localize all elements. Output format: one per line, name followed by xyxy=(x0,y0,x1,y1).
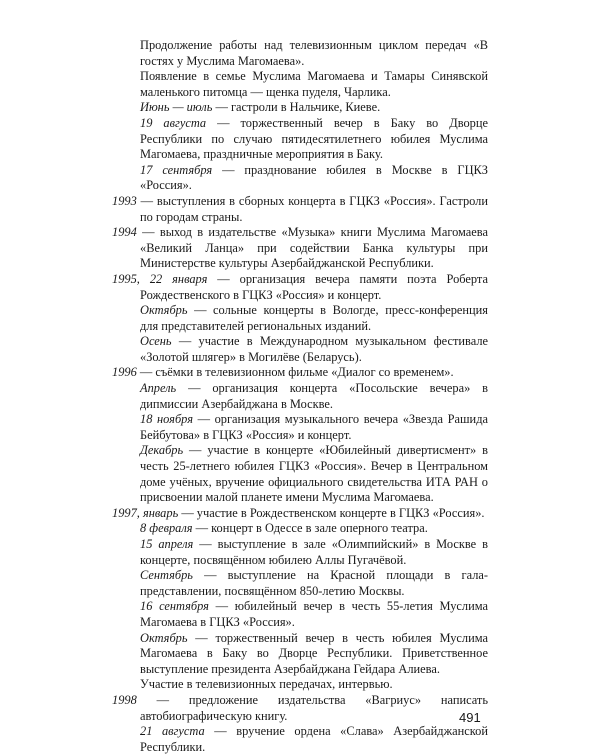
chronology-item xyxy=(112,303,488,334)
chronology-item xyxy=(112,412,488,443)
item-text: — выступление в зале «Олимпийский» в Москве в концерте, посвящённом юбилею Аллы Пугачёвой. xyxy=(140,537,488,567)
item-date: Октябрь xyxy=(140,630,188,645)
year-label: 1996 xyxy=(112,365,137,380)
year-entry-1997 xyxy=(112,506,488,522)
year-entry-1996 xyxy=(112,365,488,381)
item-date: 16 сентября xyxy=(140,599,209,614)
item-text: — предложение издательства «Вагриус» написать автобиографическую книгу. xyxy=(136,692,488,723)
chronology-item xyxy=(112,443,488,505)
item-text: — участие в Рождественском концерте в ГЦКЗ «Россия». xyxy=(178,505,485,520)
year-label: 1993 xyxy=(112,193,137,208)
year-label: 1994 xyxy=(112,225,137,240)
item-text: — вручение ордена «Слава» Азербайджанской Республики. xyxy=(140,724,488,754)
item-text: — участие в Международном музыкальном фестивале «Золотой шлягер» в Могилёве (Беларусь). xyxy=(140,334,488,364)
year-entry-1994 xyxy=(112,225,488,272)
item-text: — торжественный вечер в Баку во Дворце Республики по случаю пятидесятилетнего юбилея Муслима Магомаева, праздничные мероприятия в Баку. xyxy=(140,115,488,162)
item-date: Декабрь xyxy=(140,443,184,458)
chronology-item xyxy=(112,163,488,194)
chronology-item xyxy=(112,631,488,678)
item-date: 21 августа xyxy=(140,724,205,739)
chronology-item xyxy=(112,69,488,100)
item-text: — гастроли в Нальчике, Киеве. xyxy=(212,100,381,115)
item-text: Появление в семье Муслима Магомаева и Тамары Синявской маленького питомца — щенка пуделя, Чарлика. xyxy=(140,69,488,99)
page-number: 491 xyxy=(459,710,481,725)
year-entry-1995 xyxy=(112,272,488,303)
item-date: Апрель xyxy=(140,381,177,396)
chronology-item xyxy=(112,521,488,537)
item-date: 19 августа xyxy=(140,115,207,130)
chronology-item xyxy=(112,381,488,412)
item-date: 17 сентября xyxy=(140,162,213,177)
year-entry-1998 xyxy=(112,693,488,724)
chronology-item xyxy=(112,677,488,693)
item-text: — съёмки в телевизионном фильме «Диалог со временем». xyxy=(136,365,454,380)
item-date: 8 февраля xyxy=(140,521,193,536)
item-text: — выступления в сборных концерта в ГЦКЗ «Россия». Гастроли по городам страны. xyxy=(136,193,488,224)
chronology-item xyxy=(112,724,488,755)
item-date: Июнь — июль xyxy=(140,100,213,115)
item-date: 18 ноября xyxy=(140,412,193,427)
year-entry-1993 xyxy=(112,194,488,225)
item-date: Сентябрь xyxy=(140,568,193,583)
item-text: — концерт в Одессе в зале оперного театра. xyxy=(192,521,428,536)
chronology-item xyxy=(112,599,488,630)
item-date: 15 апреля xyxy=(140,537,194,551)
chronology-item xyxy=(112,568,488,599)
item-text: — выход в издательстве «Музыка» книги Муслима Магомаева «Великий Ланца» при содействии Банка культуры при Министерстве культуры Азербайджанской Республики. xyxy=(136,225,488,271)
item-date: Осень xyxy=(140,334,172,349)
year-label: 1998 xyxy=(112,692,137,707)
item-text: — организация музыкального вечера «Звезда Рашида Бейбутова» в ГЦКЗ «Россия» и концерт. xyxy=(140,412,488,442)
year-label: 1997, январь xyxy=(112,505,179,520)
item-date: Октябрь xyxy=(140,303,188,318)
item-text: — юбилейный вечер в честь 55-летия Муслима Магомаева в ГЦКЗ «Россия». xyxy=(140,599,489,629)
chronology-item xyxy=(112,116,488,163)
chronology-item xyxy=(112,334,488,365)
item-text: Продолжение работы над телевизионным циклом передач «В гостях у Муслима Магомаева». xyxy=(140,38,488,68)
item-text: — организация концерта «Посольские вечера» в дипмиссии Азербайджана в Москве. xyxy=(140,381,488,411)
item-text: — торжественный вечер в честь юбилея Муслима Магомаева в Баку во Дворце Республики. Приветственное выступление президента Азербайджана Гейдара Алиева. xyxy=(140,630,488,676)
item-text: — участие в концерте «Юбилейный дивертисмент» в честь 25-летнего юбилея ГЦКЗ «Россия». Вечер в Центральном доме учёных, вручение официального свидетельства ИТА РАН о присвоении малой планете имени Муслима Магомаева. xyxy=(140,443,488,505)
item-text: Участие в телевизионных передачах, интервью. xyxy=(140,677,393,692)
item-text: — сольные концерты в Вологде, пресс-конференция для представителей региональных изданий. xyxy=(140,303,488,333)
chronology-item xyxy=(112,100,488,116)
chronology-item xyxy=(112,537,488,568)
item-text: — организация вечера памяти поэта Роберта Рождественского в ГЦКЗ «Россия» и концерт. xyxy=(140,271,488,302)
year-label: 1995, 22 января xyxy=(112,271,208,286)
item-text: — выступление на Красной площади в гала-представлении, посвящённом 850-летию Москвы. xyxy=(140,568,488,598)
item-text: — празднование юбилея в Москве в ГЦКЗ «Россия». xyxy=(140,162,488,193)
chronology-item xyxy=(112,38,488,69)
chronology-page xyxy=(112,38,488,755)
